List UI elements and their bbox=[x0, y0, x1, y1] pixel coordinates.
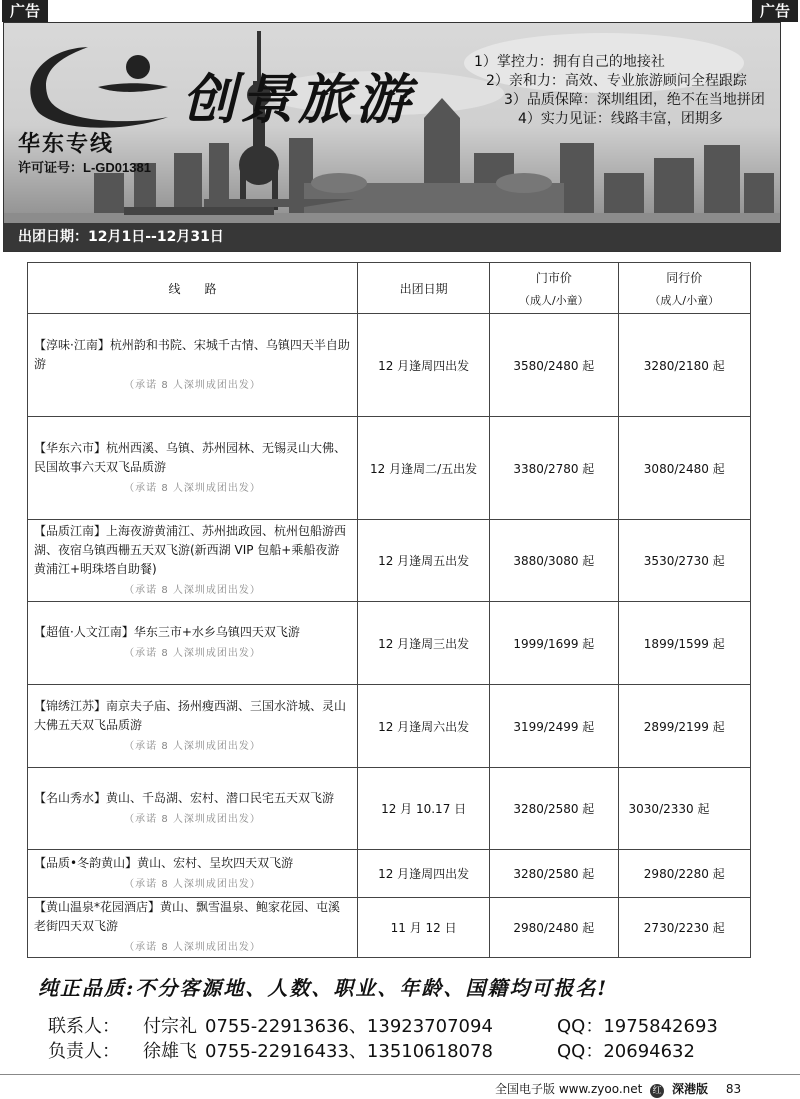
peer-price-cell: 3280/2180 起 bbox=[618, 314, 750, 417]
header-route: 线 路 bbox=[28, 263, 358, 314]
route-table bbox=[27, 262, 751, 958]
header-peer-label: 同行价 bbox=[666, 270, 703, 285]
table-row bbox=[28, 417, 751, 520]
date-cell: 12 月 10.17 日 bbox=[358, 768, 490, 850]
feature-item: 4）实力见证：线路丰富，团期多 bbox=[518, 111, 723, 127]
route-line-name: 华东专线 bbox=[18, 131, 115, 157]
header-price-sub: （成人/小童） bbox=[518, 293, 589, 307]
header-price-label: 门市价 bbox=[535, 270, 572, 285]
route-name: 【名山秀水】黄山、千岛湖、宏村、潜口民宅五天双飞游 bbox=[34, 790, 335, 805]
peer-price-cell: 3530/2730 起 bbox=[618, 520, 750, 602]
date-cell: 12 月逢周六出发 bbox=[358, 685, 490, 768]
price-cell: 3280/2580 起 bbox=[490, 850, 618, 898]
route-name: 【黄山温泉*花园酒店】黄山、飘雪温泉、鲍家花园、屯溪老街四天双飞游 bbox=[34, 900, 341, 933]
publisher-mark-icon: 红 bbox=[650, 1084, 664, 1098]
contact-phones: 0755-22916433、13510618078 bbox=[205, 1041, 493, 1062]
price-cell: 3880/3080 起 bbox=[490, 520, 618, 602]
header-price bbox=[490, 263, 618, 314]
slogan: 纯正品质:不分客源地、人数、职业、年龄、国籍均可报名! bbox=[38, 976, 609, 1000]
route-cell bbox=[28, 898, 358, 958]
footer-site: 全国电子版 www.zyoo.net bbox=[495, 1082, 643, 1096]
route-name: 【品质江南】上海夜游黄浦江、苏州拙政园、杭州包船游西湖、夜宿乌镇西栅五天双飞游(新西湖 VIP 包船+乘船夜游黄浦江+明珠塔自助餐) bbox=[34, 523, 347, 576]
route-promise: （承诺 8 人深圳成团出发） bbox=[124, 379, 261, 391]
route-promise: （承诺 8 人深圳成团出发） bbox=[124, 878, 261, 890]
date-cell: 12 月逢周三出发 bbox=[358, 602, 490, 685]
contact-label: 联系人： bbox=[48, 1016, 120, 1037]
date-cell: 11 月 12 日 bbox=[358, 898, 490, 958]
page-footer bbox=[495, 1080, 741, 1098]
peer-price-cell: 3030/2330 起 bbox=[618, 768, 750, 850]
peer-price-cell: 2899/2199 起 bbox=[618, 685, 750, 768]
peer-price-cell: 3080/2480 起 bbox=[618, 417, 750, 520]
table-row bbox=[28, 850, 751, 898]
route-name: 【华东六市】杭州西溪、乌镇、苏州园林、无锡灵山大佛、民国故事六天双飞品质游 bbox=[34, 440, 347, 474]
footer-divider bbox=[0, 1074, 800, 1075]
date-cell: 12 月逢周二/五出发 bbox=[358, 417, 490, 520]
route-name: 【淳味·江南】杭州韵和书院、宋城千古情、乌镇四天半自助游 bbox=[34, 337, 350, 371]
route-name: 【锦绣江苏】南京夫子庙、扬州瘦西湖、三国水浒城、灵山大佛五天双飞品质游 bbox=[34, 698, 347, 732]
license-number: 许可证号：L-GD01381 bbox=[18, 160, 151, 175]
price-cell: 3580/2480 起 bbox=[490, 314, 618, 417]
date-cell: 12 月逢周五出发 bbox=[358, 520, 490, 602]
price-cell: 1999/1699 起 bbox=[490, 602, 618, 685]
route-cell bbox=[28, 850, 358, 898]
peer-price-cell: 2730/2230 起 bbox=[618, 898, 750, 958]
contact-qq: QQ：1975842693 bbox=[557, 1016, 718, 1037]
banner bbox=[3, 22, 781, 252]
feature-item: 2）亲和力：高效、专业旅游顾问全程跟踪 bbox=[486, 73, 747, 89]
route-name: 【品质•冬韵黄山】黄山、宏村、呈坎四天双飞游 bbox=[34, 855, 294, 870]
route-cell bbox=[28, 602, 358, 685]
table-row bbox=[28, 768, 751, 850]
price-cell: 3380/2780 起 bbox=[490, 417, 618, 520]
route-promise: （承诺 8 人深圳成团出发） bbox=[124, 740, 261, 752]
contact-name: 徐雄飞 bbox=[143, 1041, 197, 1062]
route-promise: （承诺 8 人深圳成团出发） bbox=[124, 648, 261, 659]
table-row bbox=[28, 314, 751, 417]
header-peer-price bbox=[618, 263, 750, 314]
route-promise: （承诺 8 人深圳成团出发） bbox=[124, 942, 261, 953]
route-promise: （承诺 8 人深圳成团出发） bbox=[124, 482, 261, 494]
route-cell bbox=[28, 314, 358, 417]
route-promise: （承诺 8 人深圳成团出发） bbox=[124, 584, 261, 596]
peer-price-cell: 2980/2280 起 bbox=[618, 850, 750, 898]
route-promise: （承诺 8 人深圳成团出发） bbox=[124, 813, 261, 825]
brand-name: 创景旅游 bbox=[182, 67, 414, 131]
peer-price-cell: 1899/1599 起 bbox=[618, 602, 750, 685]
header-peer-sub: （成人/小童） bbox=[649, 293, 720, 307]
feature-item: 3）品质保障：深圳组团，绝不在当地拼团 bbox=[504, 92, 765, 108]
table-header bbox=[28, 263, 751, 314]
ad-label-left: 广告 bbox=[2, 0, 48, 22]
price-cell: 2980/2480 起 bbox=[490, 898, 618, 958]
feature-item: 1）掌控力：拥有自己的地接社 bbox=[474, 54, 665, 70]
brand-logo bbox=[18, 37, 178, 137]
route-cell bbox=[28, 520, 358, 602]
contact-qq: QQ：20694632 bbox=[557, 1041, 695, 1062]
date-cell: 12 月逢周四出发 bbox=[358, 850, 490, 898]
header-date: 出团日期 bbox=[358, 263, 490, 314]
feature-list bbox=[474, 53, 780, 129]
date-cell: 12 月逢周四出发 bbox=[358, 314, 490, 417]
route-name: 【超值·人文江南】华东三市+水乡乌镇四天双飞游 bbox=[34, 625, 300, 639]
contact-label: 负责人： bbox=[48, 1041, 120, 1062]
contact-phones: 0755-22913636、13923707094 bbox=[205, 1016, 493, 1037]
price-cell: 3199/2499 起 bbox=[490, 685, 618, 768]
page-number: 83 bbox=[725, 1082, 742, 1096]
contact-row bbox=[48, 1012, 718, 1038]
contact-name: 付宗礼 bbox=[143, 1016, 197, 1037]
table-row bbox=[28, 520, 751, 602]
route-cell bbox=[28, 685, 358, 768]
table-row bbox=[28, 602, 751, 685]
table-row bbox=[28, 898, 751, 958]
footer-edition: 深港版 bbox=[672, 1082, 709, 1096]
departure-dates: 出团日期：12月1日--12月31日 bbox=[4, 223, 780, 251]
contact-row bbox=[48, 1037, 695, 1063]
ad-label-right: 广告 bbox=[752, 0, 798, 22]
route-cell bbox=[28, 417, 358, 520]
price-cell: 3280/2580 起 bbox=[490, 768, 618, 850]
route-cell bbox=[28, 768, 358, 850]
table-row bbox=[28, 685, 751, 768]
